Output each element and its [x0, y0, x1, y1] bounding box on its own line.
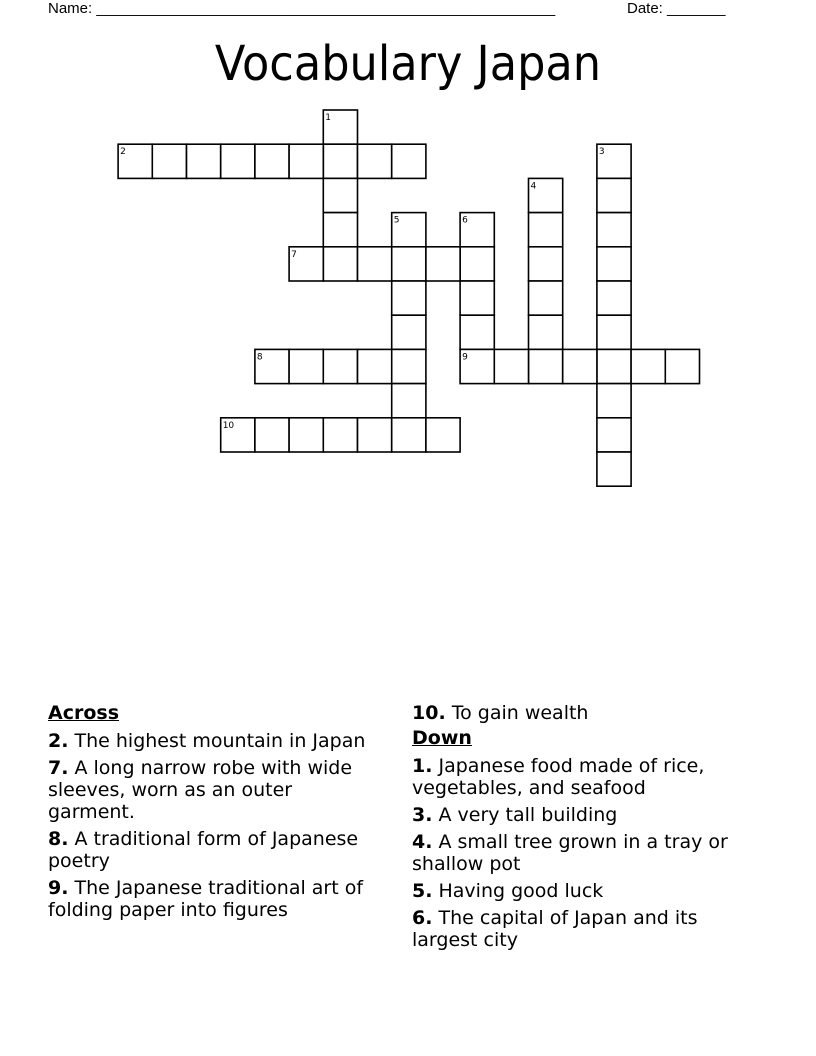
grid-cell[interactable] — [597, 418, 631, 452]
grid-cell[interactable] — [358, 144, 392, 178]
grid-cell[interactable] — [426, 418, 460, 452]
grid-cell[interactable] — [392, 418, 426, 452]
grid-cell[interactable] — [392, 281, 426, 315]
grid-cell[interactable] — [597, 281, 631, 315]
grid-cell[interactable] — [392, 384, 426, 418]
grid-cell[interactable] — [597, 315, 631, 349]
cell-number-5: 5 — [393, 215, 400, 226]
grid-cell[interactable] — [426, 247, 460, 281]
clue-down-6 — [412, 907, 747, 951]
clue-number: 3. — [412, 804, 433, 826]
grid-cell[interactable] — [323, 178, 357, 212]
grid-cell[interactable] — [289, 418, 323, 452]
grid-cell[interactable] — [665, 349, 699, 383]
clue-text: Japanese food made of rice, vegetables, and seafood — [412, 755, 705, 799]
clue-number: 2. — [48, 730, 69, 752]
grid-cell[interactable] — [152, 144, 186, 178]
clue-down-1 — [412, 755, 747, 799]
clue-text: A long narrow robe with wide sleeves, worn as an outer garment. — [48, 757, 353, 823]
grid-cell[interactable] — [358, 247, 392, 281]
grid-cell[interactable] — [392, 349, 426, 383]
clue-number: 4. — [412, 831, 433, 853]
clue-across-10 — [412, 702, 747, 724]
clues-column-left — [48, 702, 383, 926]
grid-cell[interactable] — [392, 315, 426, 349]
page-title: Vocabulary Japan — [214, 36, 602, 92]
down-heading: Down — [412, 727, 472, 749]
grid-cell[interactable] — [597, 349, 631, 383]
grid-cell[interactable] — [392, 247, 426, 281]
cell-number-1: 1 — [325, 113, 332, 123]
cell-number-10: 10 — [222, 420, 235, 431]
clue-number: 7. — [48, 757, 69, 779]
grid-cell[interactable] — [597, 213, 631, 247]
cell-number-4: 4 — [530, 181, 537, 192]
grid-cell[interactable] — [494, 349, 528, 383]
grid-cell[interactable] — [460, 281, 494, 315]
clue-text: A very tall building — [432, 804, 618, 826]
grid-cell[interactable] — [529, 247, 563, 281]
clue-across-2 — [48, 730, 383, 752]
clue-text: A small tree grown in a tray or shallow pot — [412, 831, 728, 875]
clue-text: The highest mountain in Japan — [68, 730, 366, 752]
grid-cell[interactable] — [597, 247, 631, 281]
grid-cell[interactable] — [597, 384, 631, 418]
clue-text: A traditional form of Japanese poetry — [48, 828, 359, 872]
grid-cell[interactable] — [221, 144, 255, 178]
grid-cell[interactable] — [323, 418, 357, 452]
cell-number-6: 6 — [462, 215, 468, 226]
name-field[interactable]: Name: _______________________________________________________ — [48, 0, 556, 17]
grid-cell[interactable] — [323, 144, 357, 178]
clue-text: To gain wealth — [445, 702, 589, 724]
clue-down-4 — [412, 831, 747, 875]
crossword-grid — [0, 0, 816, 500]
clues-column-right — [412, 702, 747, 956]
grid-cell[interactable] — [358, 418, 392, 452]
cell-number-2: 2 — [120, 147, 126, 158]
clue-text: The capital of Japan and its largest city — [412, 907, 698, 951]
clue-number: 9. — [48, 877, 69, 899]
grid-cell[interactable] — [358, 349, 392, 383]
grid-cell[interactable] — [255, 144, 289, 178]
clue-across-9 — [48, 877, 383, 921]
grid-cell[interactable] — [392, 144, 426, 178]
date-field[interactable]: Date: _______ — [627, 0, 726, 17]
grid-cell[interactable] — [289, 349, 323, 383]
clue-down-3 — [412, 804, 747, 826]
grid-cell[interactable] — [323, 349, 357, 383]
grid-cell[interactable] — [529, 213, 563, 247]
grid-cell[interactable] — [631, 349, 665, 383]
grid-cell[interactable] — [323, 213, 357, 247]
cell-number-7: 7 — [291, 249, 297, 260]
clue-number: 5. — [412, 880, 433, 902]
grid-cell[interactable] — [323, 247, 357, 281]
grid-cell[interactable] — [529, 315, 563, 349]
clue-number: 10. — [412, 702, 446, 724]
across-heading: Across — [48, 702, 120, 724]
grid-cell[interactable] — [597, 178, 631, 212]
grid-cell[interactable] — [255, 418, 289, 452]
clue-number: 8. — [48, 828, 69, 850]
clue-across-8 — [48, 828, 383, 872]
clue-text: The Japanese traditional art of folding paper into figures — [48, 877, 364, 921]
cell-number-8: 8 — [256, 352, 263, 363]
grid-cell[interactable] — [529, 281, 563, 315]
grid-cell[interactable] — [289, 144, 323, 178]
clue-down-5 — [412, 880, 747, 902]
grid-cell[interactable] — [460, 315, 494, 349]
grid-cell[interactable] — [187, 144, 221, 178]
clue-number: 6. — [412, 907, 433, 929]
cell-number-9: 9 — [462, 352, 468, 363]
clue-number: 1. — [412, 755, 433, 777]
grid-cell[interactable] — [529, 349, 563, 383]
grid-cell[interactable] — [460, 247, 494, 281]
grid-cell[interactable] — [597, 452, 631, 486]
grid-cell[interactable] — [563, 349, 597, 383]
clue-across-7 — [48, 757, 383, 823]
clue-text: Having good luck — [432, 880, 604, 902]
cell-number-3: 3 — [598, 147, 605, 158]
